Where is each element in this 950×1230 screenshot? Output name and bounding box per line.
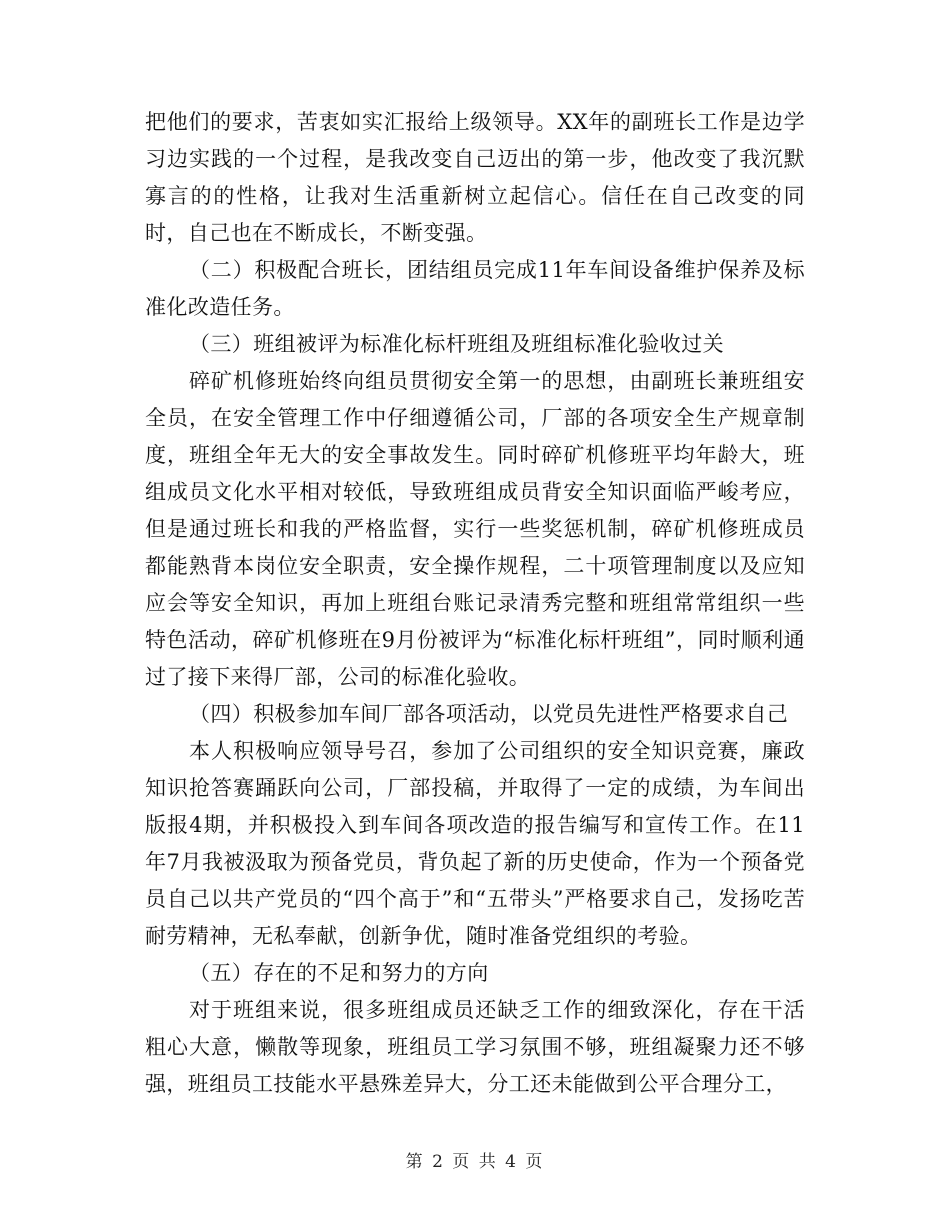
paragraph-7: （五）存在的不足和努力的方向 xyxy=(189,961,489,985)
document-body xyxy=(145,104,805,1103)
paragraph-1: 把他们的要求，苦衷如实汇报给上级领导。XX年的副班长工作是边学习边实践的一个过程，是我改变自己迈出的第一步，他改变了我沉默寡言的的性格，让我对生活重新树立起信心。信任在自己改变的同时，自己也在不断成长，不断变强。 xyxy=(145,110,805,245)
paragraph-3: （三）班组被评为标准化标杆班组及班组标准化验收过关 xyxy=(189,332,724,356)
page-number-footer: 第 2 页 共 4 页 xyxy=(405,1152,545,1172)
paragraph-5: （四）积极参加车间厂部各项活动，以党员先进性严格要求自己 xyxy=(189,702,789,726)
paragraph-2: （二）积极配合班长，团结组员完成11年车间设备维护保养及标准化改造任务。 xyxy=(145,258,805,319)
paragraph-8: 对于班组来说，很多班组成员还缺乏工作的细致深化，存在干活粗心大意，懒散等现象，班组员工学习氛围不够，班组凝聚力还不够强，班组员工技能水平悬殊差异大，分工还未能做到公平合理分工， xyxy=(145,998,805,1096)
paragraph-6: 本人积极响应领导号召，参加了公司组织的安全知识竞赛，廉政知识抢答赛踊跃向公司，厂部投稿，并取得了一定的成绩，为车间出版报4期，并积极投入到车间各项改造的报告编写和宣传工作。在11年7月我被汲取为预备党员，背负起了新的历史使命，作为一个预备党员自己以共产党员的“四个高于”和“五带头”严格要求自己，发扬吃苦耐劳精神，无私奉献，创新争优，随时准备党组织的考验。 xyxy=(145,739,805,948)
paragraph-4: 碎矿机修班始终向组员贯彻安全第一的思想，由副班长兼班组安全员，在安全管理工作中仔细遵循公司，厂部的各项安全生产规章制度，班组全年无大的安全事故发生。同时碎矿机修班平均年龄大，班组成员文化水平相对较低，导致班组成员背安全知识面临严峻考应，但是通过班长和我的严格监督，实行一些奖惩机制，碎矿机修班成员都能熟背本岗位安全职责，安全操作规程，二十项管理制度以及应知应会等安全知识，再加上班组台账记录清秀完整和班组常常组织一些特色活动，碎矿机修班在9月份被评为“标准化标杆班组”，同时顺利通过了接下来得厂部，公司的标准化验收。 xyxy=(145,369,805,689)
